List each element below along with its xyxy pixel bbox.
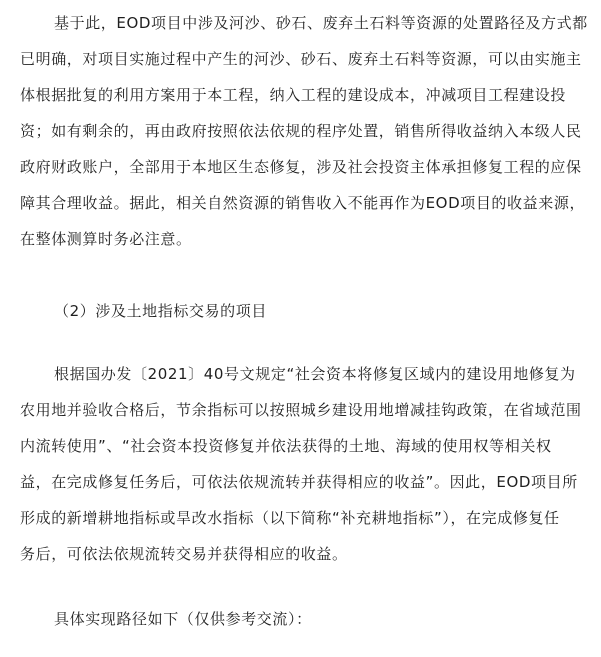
text-line: 已明确，对项目实施过程中产生的河沙、砂石、废弃土石料等资源，可以由实施主: [20, 50, 582, 68]
text-line: 基于此，EOD项目中涉及河沙、砂石、废弃土石料等资源的处置路径及方式都: [54, 14, 588, 32]
text-line: 根据国办发〔2021〕40号文规定“社会资本将修复区域内的建设用地修复为: [54, 365, 576, 383]
text-line: 在整体测算时务必注意。: [20, 230, 192, 248]
text-line: 形成的新增耕地指标或旱改水指标（以下简称“补充耕地指标”），在完成修复任: [20, 509, 560, 527]
text-line: 内流转使用”、“社会资本投资修复并依法获得的土地、海域的使用权等相关权: [20, 437, 552, 455]
paragraph-implementation-path: 具体实现路径如下（仅供参考交流）：: [54, 610, 312, 628]
text-line: 益，在完成修复任务后，可依法依规流转并获得相应的收益”。因此，EOD项目所: [20, 473, 578, 491]
text-line: 体根据批复的利用方案用于本工程，纳入工程的建设成本，冲减项目工程建设投: [20, 86, 567, 104]
text-line: 资；如有剩余的，再由政府按照依法依规的程序处置，销售所得收益纳入本级人民: [20, 122, 582, 140]
text-line: 障其合理收益。据此，相关自然资源的销售收入不能再作为EOD项目的收益来源，: [20, 194, 586, 212]
text-line: 农用地并验收合格后，节余指标可以按照城乡建设用地增减挂钩政策，在省域范围: [20, 401, 582, 419]
text-line: 政府财政账户，全部用于本地区生态修复，涉及社会投资主体承担修复工程的应保: [20, 158, 582, 176]
section-heading: （2）涉及土地指标交易的项目: [54, 302, 267, 320]
text-line: 务后，可依法依规流转交易并获得相应的收益。: [20, 545, 348, 563]
